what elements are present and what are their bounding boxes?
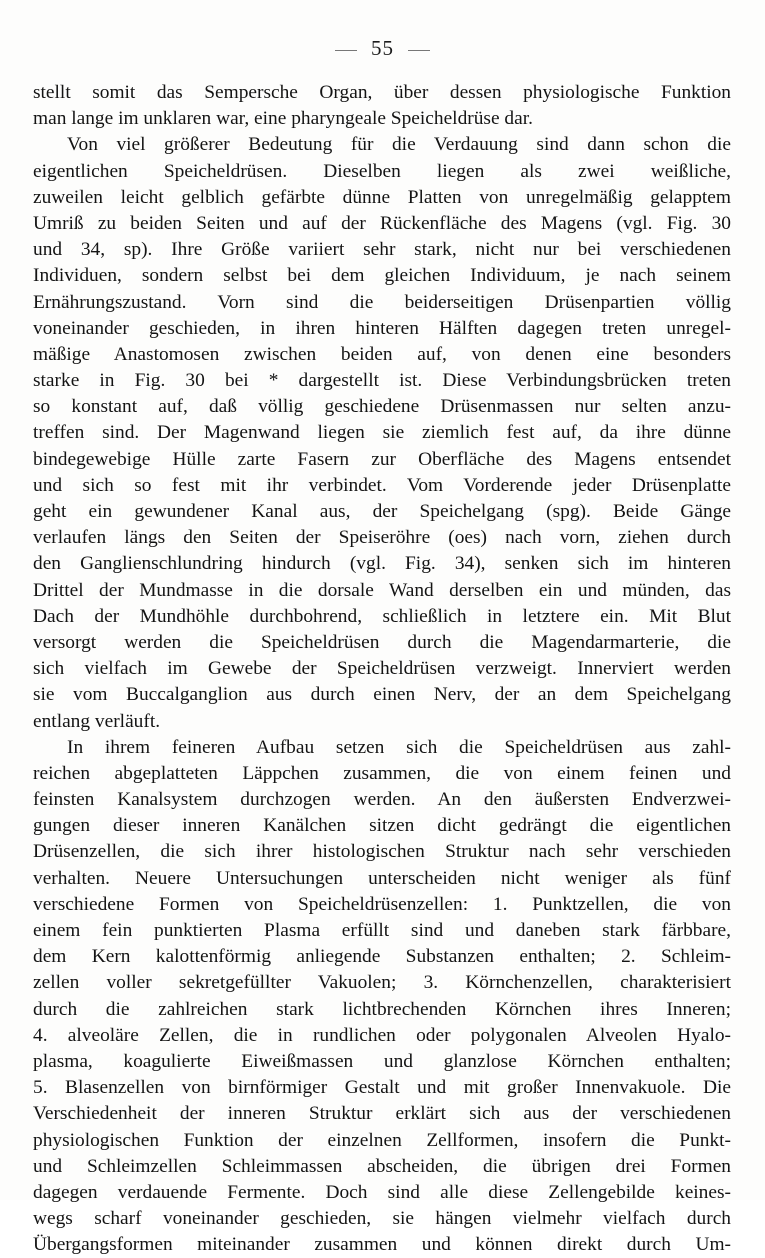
text-line: Übergangsformen miteinander zusammen und können direkt durch Um- xyxy=(33,1234,731,1256)
text-line: In ihrem feineren Aufbau setzen sich die Speicheldrüsen aus zahl- xyxy=(67,736,731,758)
dash-right xyxy=(408,50,430,51)
text-line: Drittel der Mundmasse in die dorsale Wand derselben ein und münden, das xyxy=(33,579,731,601)
text-line: und sich so fest mit ihr verbindet. Vom Vorderende jeder Drüsenplatte xyxy=(33,474,731,496)
text-line: sie vom Buccalganglion aus durch einen Nerv, der an dem Speichelgang xyxy=(33,684,731,706)
text-line: bindegewebige Hülle zarte Fasern zur Oberfläche des Magens entsendet xyxy=(33,448,731,470)
text-line: 4. alveoläre Zellen, die in rundlichen oder polygonalen Alveolen Hyalo- xyxy=(33,1024,731,1046)
text-line: Verschiedenheit der inneren Struktur erklärt sich aus der verschiedenen xyxy=(33,1103,731,1125)
page-number-header xyxy=(0,36,765,61)
text-line: einem fein punktierten Plasma erfüllt sind und daneben stark färbbare, xyxy=(33,920,731,941)
text-line: zellen voller sekretgefüllter Vakuolen; 3. Körnchenzellen, charakterisiert xyxy=(33,972,731,994)
text-line: 5. Blasenzellen von birnförmiger Gestalt und mit großer Innenvakuole. Die xyxy=(33,1077,731,1099)
text-line: stellt somit das Sempersche Organ, über dessen physiologische Funktion xyxy=(33,82,731,103)
text-line: sich vielfach im Gewebe der Speicheldrüsen verzweigt. Innerviert werden xyxy=(33,658,731,680)
text-line: verlaufen längs den Seiten der Speiseröhre (oes) nach vorn, ziehen durch xyxy=(33,527,731,549)
text-line: Individuen, sondern selbst bei dem gleichen Individuum, je nach seinem xyxy=(33,265,731,287)
text-line: Drüsenzellen, die sich ihrer histologischen Struktur nach sehr verschieden xyxy=(33,841,731,863)
text-line: plasma, koagulierte Eiweißmassen und glanzlose Körnchen enthalten; xyxy=(33,1050,731,1072)
text-line: Umriß zu beiden Seiten und auf der Rückenfläche des Magens (vgl. Fig. 30 xyxy=(33,212,731,234)
text-line: wegs scharf voneinander geschieden, sie hängen vielmehr vielfach durch xyxy=(33,1208,731,1230)
text-line: dem Kern kalottenförmig anliegende Substanzen enthalten; 2. Schleim- xyxy=(33,946,731,968)
text-line: gungen dieser inneren Kanälchen sitzen dicht gedrängt die eigentlichen xyxy=(33,815,731,837)
body-text xyxy=(33,80,731,1258)
text-line: geht ein gewundener Kanal aus, der Speichelgang (spg). Beide Gänge xyxy=(33,501,731,522)
text-line: Ernährungszustand. Vorn sind die beiderseitigen Drüsenpartien völlig xyxy=(33,291,731,313)
text-line: eigentlichen Speicheldrüsen. Dieselben liegen als zwei weißliche, xyxy=(33,160,731,182)
page-number: 55 xyxy=(371,36,394,60)
text-line: Dach der Mundhöhle durchbohrend, schließlich in letztere ein. Mit Blut xyxy=(33,605,731,627)
text-line: starke in Fig. 30 bei * dargestellt ist. Diese Verbindungsbrücken treten xyxy=(33,370,731,392)
text-line: dagegen verdauende Fermente. Doch sind alle diese Zellengebilde keines- xyxy=(33,1181,731,1203)
text-line: zuweilen leicht gelblich gefärbte dünne Platten von unregelmäßig gelapptem xyxy=(33,186,731,208)
text-line: den Ganglienschlundring hindurch (vgl. Fig. 34), senken sich im hinteren xyxy=(33,553,731,575)
text-line: und 34, sp). Ihre Größe variiert sehr stark, nicht nur bei verschiedenen xyxy=(33,239,731,261)
dash-left xyxy=(335,50,357,51)
text-line: verhalten. Neuere Untersuchungen unterscheiden nicht weniger als fünf xyxy=(33,867,731,889)
text-line: physiologischen Funktion der einzelnen Zellformen, insofern die Punkt- xyxy=(33,1129,731,1151)
text-line: versorgt werden die Speicheldrüsen durch die Magendarmarterie, die xyxy=(33,631,731,653)
text-line: durch die zahlreichen stark lichtbrechenden Körnchen ihres Inneren; xyxy=(33,998,731,1020)
text-line: voneinander geschieden, in ihren hinteren Hälften dagegen treten unregel- xyxy=(33,317,731,339)
text-line: Von viel größerer Bedeutung für die Verdauung sind dann schon die xyxy=(67,134,731,156)
text-line: reichen abgeplatteten Läppchen zusammen, die von einem feinen und xyxy=(33,762,731,784)
text-line: feinsten Kanalsystem durchzogen werden. An den äußersten Endverzwei- xyxy=(33,789,731,811)
text-line: mäßige Anastomosen zwischen beiden auf, von denen eine besonders xyxy=(33,343,731,365)
text-line: treffen sind. Der Magenwand liegen sie ziemlich fest auf, da ihre dünne xyxy=(33,422,731,444)
text-line: und Schleimzellen Schleimmassen abscheiden, die übrigen drei Formen xyxy=(33,1155,731,1177)
text-line: man lange im unklaren war, eine pharyngeale Speicheldrüse dar. xyxy=(33,108,533,130)
text-line: entlang verläuft. xyxy=(33,710,161,732)
text-line: verschiedene Formen von Speicheldrüsenzellen: 1. Punktzellen, die von xyxy=(33,893,731,915)
text-line: so konstant auf, daß völlig geschiedene Drüsenmassen nur selten anzu- xyxy=(33,396,731,418)
